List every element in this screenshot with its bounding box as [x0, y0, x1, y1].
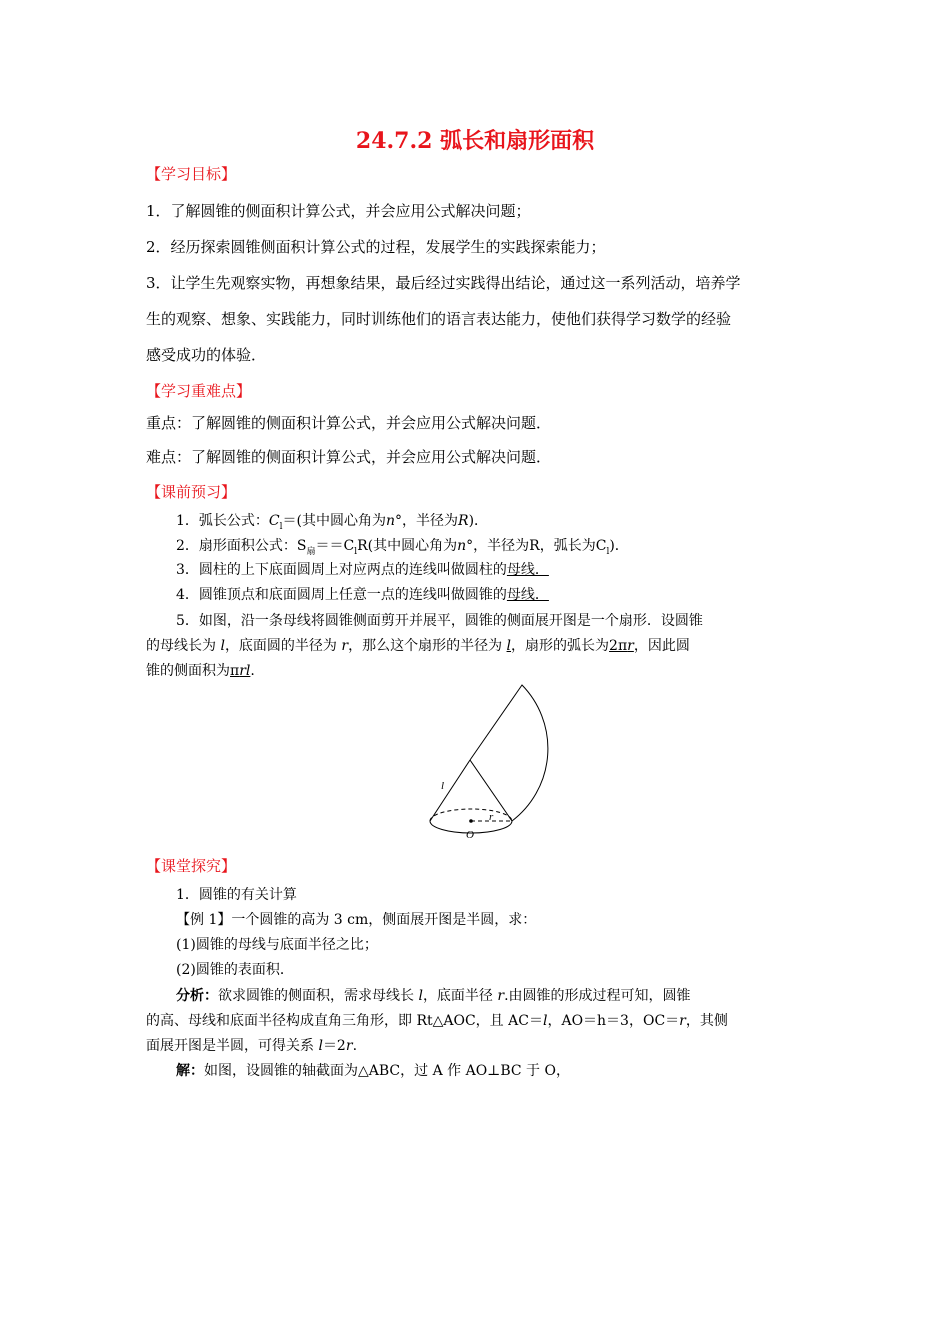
var-c: C	[268, 513, 280, 529]
answer-blank: l	[506, 638, 512, 654]
text: ，AO＝h＝3，OC＝	[547, 1013, 680, 1029]
text: ＝(其中圆心角为	[282, 513, 386, 529]
var-r: r	[497, 988, 505, 1004]
analysis-label: 分析：	[176, 988, 218, 1004]
answer-blank: 母线．	[506, 562, 549, 578]
var-l: l	[220, 638, 225, 654]
objective-1: 1．了解圆锥的侧面积计算公式，并会应用公式解决问题；	[146, 202, 531, 220]
text: 面展开图是半圆，可得关系	[146, 1038, 319, 1054]
text: 如图，设圆锥的轴截面为△ABC，过 A 作 AO⊥BC 于 O，	[204, 1063, 570, 1079]
text: .	[352, 1038, 358, 1054]
text: )．	[468, 513, 489, 529]
answer-blank: 2π	[609, 638, 628, 654]
text: ，那么这个扇形的半径为	[348, 638, 507, 654]
key-point: 重点：了解圆锥的侧面积计算公式，并会应用公式解决问题．	[146, 414, 552, 432]
cone-left-edge	[430, 760, 470, 821]
text: ，底面圆的半径为	[224, 638, 342, 654]
var-n: n	[386, 513, 396, 529]
label-o: O	[466, 829, 474, 841]
preview-item-5-line-3	[146, 660, 255, 680]
var-l: l	[318, 1038, 323, 1054]
text: 1．弧长公式：	[176, 513, 269, 529]
answer-blank: π	[230, 663, 240, 679]
text: )．	[609, 538, 629, 554]
sub-l: l	[279, 521, 283, 532]
analysis-line-1	[176, 985, 691, 1005]
page-title: 24.7.2 弧长和扇形面积	[355, 128, 595, 154]
var-l: l	[542, 1013, 548, 1029]
difficult-point: 难点：了解圆锥的侧面积计算公式，并会应用公式解决问题．	[146, 448, 552, 466]
var-r: r	[341, 638, 349, 654]
analysis-line-3	[146, 1035, 357, 1055]
var-n: n	[457, 538, 467, 554]
section-heading-objectives: 【学习目标】	[146, 165, 237, 183]
answer-blank: 母线．	[506, 587, 549, 603]
section-heading-exploration: 【课堂探究】	[146, 857, 237, 875]
sub-l: l	[354, 546, 358, 557]
preview-item-3	[176, 559, 549, 579]
sub-l: l	[606, 546, 610, 557]
objective-2: 2．经历探索圆锥侧面积计算公式的过程，发展学生的实践探索能力；	[146, 238, 606, 256]
var-r: r	[627, 638, 634, 654]
text: 欲求圆锥的侧面积，需求母线长	[218, 988, 419, 1004]
text: °，半径为R，弧长为C	[466, 538, 607, 554]
text: .由圆锥的形成过程可知，圆锥	[504, 988, 691, 1004]
solution-label: 解：	[176, 1063, 204, 1079]
example-1: 【例 1】一个圆锥的高为 3 cm，侧面展开图是半圆，求：	[176, 912, 537, 928]
var-r: R	[458, 513, 469, 529]
topic-1: 1．圆锥的有关计算	[176, 887, 297, 903]
text: ＝＝C	[315, 538, 355, 554]
var-r: r	[679, 1013, 686, 1029]
preview-item-5-line-2	[146, 635, 690, 655]
text: 的高、母线和底面半径构成直角三角形，即 Rt△AOC，且 AC＝	[146, 1013, 543, 1029]
var-l: l	[418, 988, 423, 1004]
preview-item-2	[176, 535, 629, 557]
text: ，底面半径	[422, 988, 498, 1004]
section-heading-key-points: 【学习重难点】	[146, 382, 252, 400]
objective-3-line-2: 生的观察、想象、实践能力，同时训练他们的语言表达能力，使他们获得学习数学的经验	[146, 310, 732, 328]
text: 2．扇形面积公式：S	[176, 538, 307, 554]
sector-shape	[470, 685, 548, 821]
analysis-line-2	[146, 1010, 728, 1030]
cone-unfolding-figure	[420, 680, 590, 850]
question-1: (1)圆锥的母线与底面半径之比；	[176, 937, 378, 953]
preview-item-4	[176, 584, 549, 604]
var-r: r	[345, 1038, 353, 1054]
sub-shan: 扇	[306, 546, 316, 557]
label-l: l	[441, 780, 445, 792]
question-2: (2)圆锥的表面积．	[176, 962, 294, 978]
center-point	[469, 819, 473, 823]
solution-line	[176, 1060, 570, 1080]
objective-3-line-1: 3．让学生先观察实物，再想象结果，最后经过实践得出结论，通过这一系列活动，培养学	[146, 274, 741, 292]
preview-item-5-line-1: 5．如图，沿一条母线将圆锥侧面剪开并展平，圆锥的侧面展开图是一个扇形．设圆锥	[176, 613, 703, 629]
var-rl: rl	[239, 663, 251, 679]
preview-item-1	[176, 510, 488, 532]
section-heading-preview: 【课前预习】	[146, 483, 237, 501]
text: R(其中圆心角为	[357, 538, 458, 554]
text: ＝2	[322, 1038, 346, 1054]
text: 锥的侧面积为	[146, 663, 230, 679]
text: 3．圆柱的上下底面圆周上对应两点的连线叫做圆柱的	[176, 562, 507, 578]
objective-3-line-3: 感受成功的体验．	[146, 346, 267, 364]
text: 的母线长为	[146, 638, 221, 654]
text: °，半径为	[395, 513, 459, 529]
text: ，因此圆	[633, 638, 690, 654]
text: ，扇形的弧长为	[511, 638, 610, 654]
text: .	[250, 663, 255, 679]
label-r: r	[489, 811, 494, 823]
text: ，其侧	[685, 1013, 728, 1029]
text: 4．圆锥顶点和底面圆周上任意一点的连线叫做圆锥的	[176, 587, 507, 603]
